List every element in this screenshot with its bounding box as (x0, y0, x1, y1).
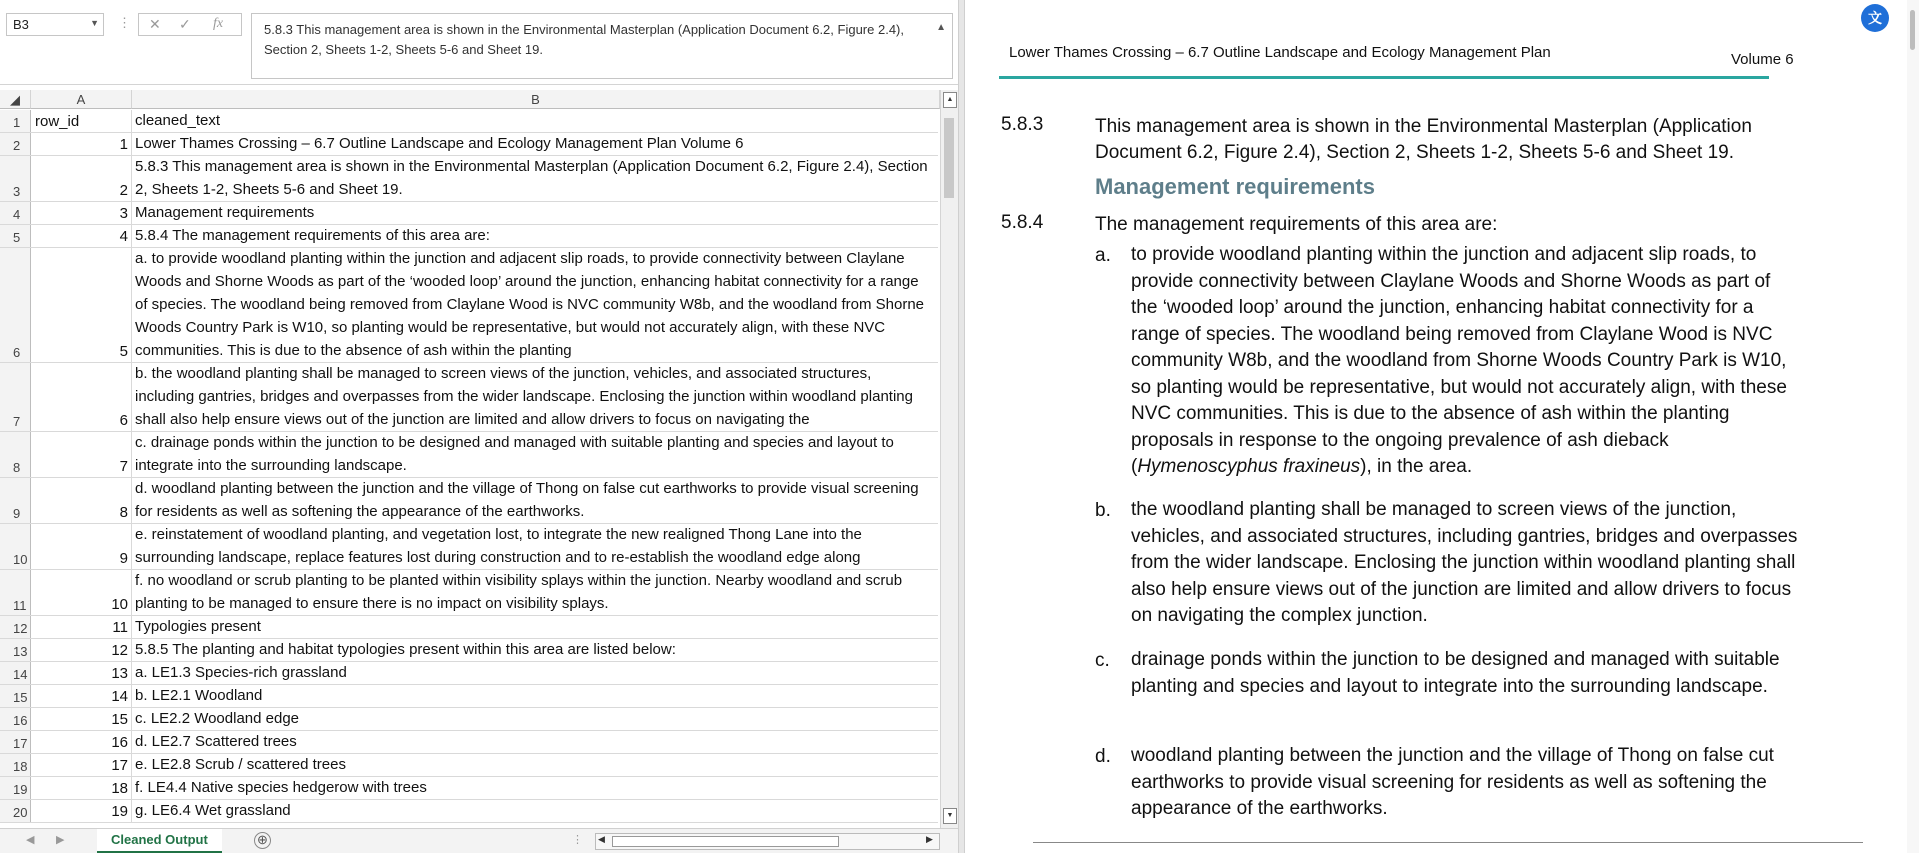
translate-icon[interactable]: 文 (1861, 4, 1889, 32)
table-row (0, 156, 938, 202)
cell-cleaned-text[interactable] (132, 202, 938, 224)
document-header-title: Lower Thames Crossing – 6.7 Outline Landscape and Ecology Management Plan (1009, 44, 1551, 61)
row-header[interactable]: 13 (0, 639, 31, 661)
table-row (0, 777, 938, 800)
cell-text: e. LE2.8 Scrub / scattered trees (135, 756, 346, 773)
row-header[interactable]: 9 (0, 478, 31, 523)
cell-text: cleaned_text (135, 112, 221, 129)
table-row (0, 685, 938, 708)
cell-cleaned-text[interactable] (132, 616, 938, 638)
pdf-scroll-thumb[interactable] (1910, 10, 1915, 50)
table-row (0, 133, 938, 156)
cell-text: d. LE2.7 Scattered trees (135, 733, 297, 750)
paragraph-number-584: 5.8.4 (1001, 212, 1044, 233)
list-marker-d: d. (1095, 746, 1111, 767)
cell-row-id[interactable]: 13 (31, 662, 132, 684)
list-item-a-tail: ), in the area. (1360, 456, 1473, 477)
cancel-icon[interactable]: ✕ (149, 16, 161, 32)
row-header[interactable]: 10 (0, 524, 31, 569)
cell-row-id[interactable]: 18 (31, 777, 132, 799)
header-rule (999, 76, 1769, 79)
cell-row-id[interactable]: row_id (31, 110, 132, 132)
cell-text: b. the woodland planting shall be managed to screen views of the junction, vehicles, and associated structures, including gantries, bridges and overpasses from the wider landscape. Enclosing the junction within woodland planting shall also help ensure views out of the junction are limited and allow drivers to focus on navigating the (135, 365, 918, 428)
enter-icon[interactable]: ✓ (179, 16, 191, 32)
spreadsheet-pane (0, 0, 958, 853)
table-row (0, 800, 938, 823)
row-header[interactable]: 2 (0, 133, 31, 155)
list-item-c: drainage ponds within the junction to be designed and managed with suitable planting and species and layout to integrate into the surrounding landscape. (1131, 649, 1780, 697)
cell-text: g. LE6.4 Wet grassland (135, 802, 291, 819)
cell-cleaned-text[interactable] (132, 432, 938, 477)
cell-row-id[interactable]: 2 (31, 156, 132, 201)
row-header[interactable]: 1 (0, 110, 31, 132)
cell-row-id[interactable]: 9 (31, 524, 132, 569)
list-item-a-text: to provide woodland planting within the junction and adjacent slip roads, to provide connectivity between Claylane Woods and Shorne Woods as part of the ‘wooded loop’ around the junction, enhancing habitat connectivity for a range of species. The woodland being removed from Claylane Wood is NVC community W8b, and the woodland from Shorne Woods Country Park is W10, so planting would be representative, but would not accurately align, with these NVC communities. This is due to the absence of ash within the planting proposals in response to the ongoing prevalence of ash dieback ( (1131, 244, 1787, 477)
paragraph-583: This management area is shown in the Environmental Masterplan (Application Document 6.2, Figure 2.4), Section 2, Sheets 1-2, Sheets 5-6 and Sheet 19. (1095, 116, 1752, 163)
row-header[interactable]: 14 (0, 662, 31, 684)
cell-cleaned-text[interactable] (132, 685, 938, 707)
formula-input[interactable] (251, 13, 953, 79)
formula-buttons (138, 13, 242, 36)
table-row (0, 202, 938, 225)
cell-cleaned-text[interactable] (132, 800, 938, 822)
table-row (0, 616, 938, 639)
cell-text: a. to provide woodland planting within the junction and adjacent slip roads, to provide connectivity between Claylane Woods and Shorne Woods as part of the ‘wooded loop’ around the junction, enhancing habitat connectivity for a range of species. The woodland being removed from Claylane Wood is NVC community W8b, and the woodland from Shorne Woods Country Park is W10, so planting would be representative, but would not accurately align, with these NVC communities. This is due to the absence of ash within the planting (135, 250, 929, 359)
scroll-down-icon[interactable]: ▼ (943, 808, 957, 824)
cell-text: b. LE2.1 Woodland (135, 687, 263, 704)
cell-row-id[interactable]: 12 (31, 639, 132, 661)
cell-cleaned-text[interactable] (132, 133, 938, 155)
cell-row-id[interactable]: 15 (31, 708, 132, 730)
chevron-down-icon[interactable]: ▼ (90, 18, 99, 28)
row-header[interactable]: 7 (0, 363, 31, 431)
cell-text: 5.8.3 This management area is shown in the Environmental Masterplan (Application Document 6.2, Figure 2.4), Section 2, Sheets 1-2, Sheets 5-6 and Sheet 19. (135, 158, 932, 198)
pane-splitter[interactable] (958, 0, 965, 853)
cell-text: c. drainage ponds within the junction to be designed and managed with suitable planting and species and layout to integrate into the surrounding landscape. (135, 434, 899, 474)
scroll-up-icon[interactable]: ▲ (943, 92, 957, 108)
vertical-scrollbar[interactable] (940, 90, 958, 828)
cell-cleaned-text[interactable] (132, 570, 938, 615)
horizontal-scrollbar[interactable] (595, 833, 940, 850)
table-row (0, 225, 938, 248)
column-headers (0, 90, 938, 110)
row-header[interactable]: 15 (0, 685, 31, 707)
row-header[interactable]: 18 (0, 754, 31, 776)
cell-cleaned-text[interactable] (132, 156, 938, 201)
list-marker-c: c. (1095, 650, 1110, 671)
table-row (0, 248, 938, 363)
table-row (0, 731, 938, 754)
sheet-tab-cleaned-output[interactable]: Cleaned Output (97, 829, 222, 853)
cell-row-id[interactable]: 6 (31, 363, 132, 431)
cell-text: f. no woodland or scrub planting to be planted within visibility splays within the junction. Nearby woodland and scrub planting to be managed to ensure there is no impact on visibility splays. (135, 572, 907, 612)
horizontal-scroll-thumb[interactable] (612, 836, 839, 847)
cell-text: a. LE1.3 Species-rich grassland (135, 664, 347, 681)
row-header[interactable]: 5 (0, 225, 31, 247)
name-box-value: B3 (13, 17, 29, 32)
table-row (0, 639, 938, 662)
cell-text: e. reinstatement of woodland planting, and vegetation lost, to integrate the new realigned Thong Lane into the surrounding landscape, replace features lost during construction and to re-establish the woodland edge along (135, 526, 867, 566)
sheet-tab-bar (0, 828, 958, 853)
table-row (0, 363, 938, 432)
paragraph-584: The management requirements of this area are: (1095, 214, 1498, 235)
table-row (0, 570, 938, 616)
cell-row-id[interactable]: 8 (31, 478, 132, 523)
cell-cleaned-text[interactable] (132, 662, 938, 684)
list-item-a (1131, 242, 1799, 481)
more-options-icon[interactable]: ⋮ (118, 15, 131, 30)
column-header-b[interactable]: B (132, 90, 940, 109)
cell-cleaned-text[interactable] (132, 731, 938, 753)
table-row (0, 754, 938, 777)
cell-cleaned-text[interactable] (132, 754, 938, 776)
formula-text: 5.8.3 This management area is shown in the Environmental Masterplan (Application Document 6.2, Figure 2.4), Section 2, Sheets 1-2, Sheets 5-6 and Sheet 19. (264, 22, 904, 57)
page-bottom-edge (1033, 842, 1863, 843)
cell-cleaned-text[interactable] (132, 248, 938, 362)
row-header[interactable]: 12 (0, 616, 31, 638)
list-item-b: the woodland planting shall be managed to screen views of the junction, vehicles, and associated structures, including gantries, bridges and overpasses from the wider landscape. Enclosing the junction within woodland planting shall also help ensure views out of the junction are limited and allow drivers to focus on navigating the complex junction. (1131, 499, 1798, 626)
next-sheet-icon[interactable]: ▶ (56, 834, 65, 846)
document-header-volume: Volume 6 (1731, 51, 1794, 68)
row-header[interactable]: 17 (0, 731, 31, 753)
tab-split-handle-icon[interactable]: ⋮ (572, 834, 583, 846)
cell-text: d. woodland planting between the junction and the village of Thong on false cut earthworks to provide visual screening for residents as well as softening the appearance of the earthworks. (135, 480, 923, 520)
cell-cleaned-text[interactable] (132, 524, 938, 569)
paragraph-number-583: 5.8.3 (1001, 114, 1044, 135)
cell-row-id[interactable]: 7 (31, 432, 132, 477)
cell-cleaned-text[interactable] (132, 363, 938, 431)
cell-text: Management requirements (135, 204, 315, 221)
row-header[interactable]: 11 (0, 570, 31, 615)
pdf-viewer-pane (965, 0, 1919, 853)
species-name: Hymenoscyphus fraxineus (1137, 456, 1361, 477)
cell-cleaned-text[interactable] (132, 225, 938, 247)
cell-grid (0, 110, 938, 823)
cell-cleaned-text[interactable] (132, 708, 938, 730)
table-row (0, 662, 938, 685)
table-row (0, 110, 938, 133)
cell-row-id[interactable]: 11 (31, 616, 132, 638)
table-row (0, 524, 938, 570)
pdf-vertical-scrollbar[interactable] (1907, 0, 1919, 853)
list-marker-b: b. (1095, 500, 1111, 521)
cell-row-id[interactable]: 5 (31, 248, 132, 362)
cell-row-id[interactable]: 4 (31, 225, 132, 247)
list-marker-a: a. (1095, 245, 1111, 266)
cell-text: f. LE4.4 Native species hedgerow with trees (135, 779, 427, 796)
cell-text: c. LE2.2 Woodland edge (135, 710, 300, 727)
cell-cleaned-text[interactable] (132, 777, 938, 799)
cell-row-id[interactable]: 14 (31, 685, 132, 707)
section-heading: Management requirements (1095, 174, 1375, 199)
cell-cleaned-text[interactable] (132, 478, 938, 523)
add-sheet-icon[interactable]: ⊕ (254, 832, 271, 849)
cell-row-id[interactable]: 19 (31, 800, 132, 822)
cell-row-id[interactable]: 10 (31, 570, 132, 615)
row-header[interactable]: 19 (0, 777, 31, 799)
row-header[interactable]: 4 (0, 202, 31, 224)
collapse-formula-bar-icon[interactable]: ▲ (936, 22, 946, 33)
cell-text: 5.8.4 The management requirements of this area are: (135, 227, 490, 244)
row-header[interactable]: 20 (0, 800, 31, 822)
cell-row-id[interactable]: 1 (31, 133, 132, 155)
row-header[interactable]: 16 (0, 708, 31, 730)
table-row (0, 708, 938, 731)
scroll-thumb[interactable] (944, 118, 954, 198)
row-header[interactable]: 6 (0, 248, 31, 362)
cell-text: 5.8.5 The planting and habitat typologies present within this area are listed below: (135, 641, 676, 658)
cell-cleaned-text[interactable] (132, 639, 938, 661)
list-item-d: woodland planting between the junction and the village of Thong on false cut earthworks to provide visual screening for residents as well as softening the appearance of the earthworks. (1131, 745, 1774, 819)
scroll-left-icon[interactable]: ◀ (598, 834, 605, 844)
cell-row-id[interactable]: 3 (31, 202, 132, 224)
table-row (0, 478, 938, 524)
cell-text: Lower Thames Crossing – 6.7 Outline Landscape and Ecology Management Plan Volume 6 (135, 135, 744, 152)
cell-cleaned-text[interactable] (132, 110, 938, 132)
cell-text: Typologies present (135, 618, 261, 635)
formula-bar (0, 0, 958, 85)
cell-row-id[interactable]: 16 (31, 731, 132, 753)
scroll-right-icon[interactable]: ▶ (926, 834, 933, 844)
select-all-corner[interactable]: ◢ (0, 90, 31, 109)
cell-row-id[interactable]: 17 (31, 754, 132, 776)
row-header[interactable]: 8 (0, 432, 31, 477)
table-row (0, 432, 938, 478)
name-box[interactable] (6, 13, 104, 36)
insert-function-icon[interactable]: fx (213, 16, 224, 31)
prev-sheet-icon[interactable]: ◀ (26, 834, 35, 846)
row-header[interactable]: 3 (0, 156, 31, 201)
column-header-a[interactable]: A (31, 90, 132, 109)
